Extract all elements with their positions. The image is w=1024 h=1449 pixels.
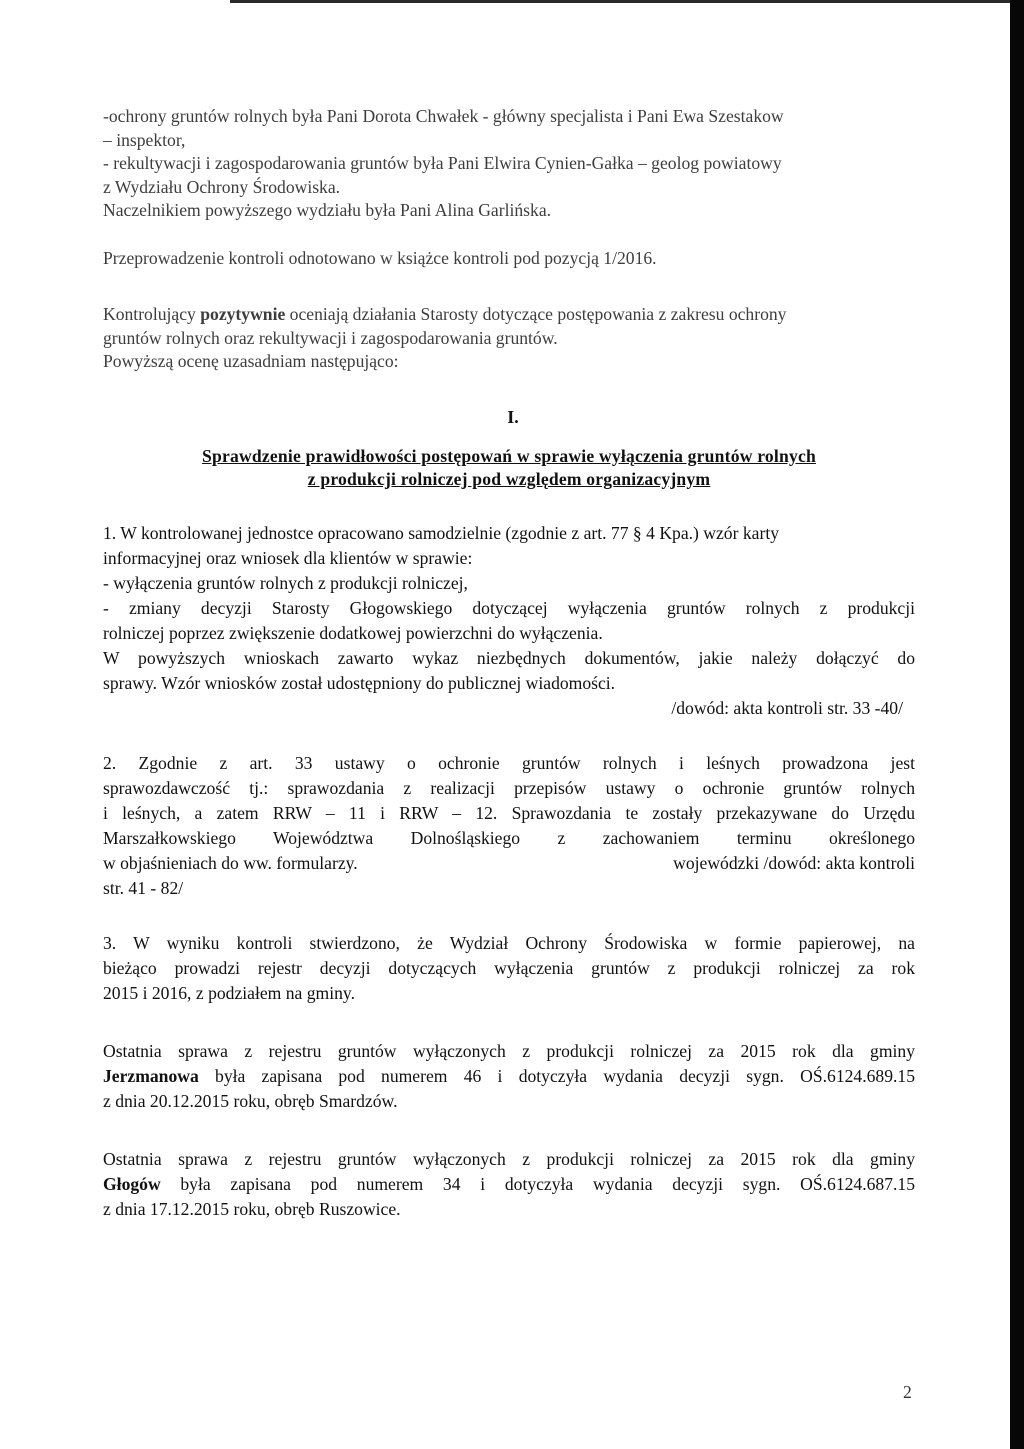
- item-3: [103, 931, 915, 1006]
- register-note: Przeprowadzenie kontroli odnotowano w książce kontroli pod pozycją 1/2016.: [103, 247, 657, 268]
- case-jerzmanowa: [103, 1039, 915, 1114]
- assessment-line: gruntów rolnych oraz rekultywacji i zagospodarowania gruntów.: [103, 327, 558, 348]
- split-right: wojewódzki /dowód: akta kontroli: [673, 852, 915, 873]
- document-page: [103, 105, 915, 1222]
- heading-line: z produkcji rolniczej pod względem organizacyjnym: [307, 468, 711, 489]
- case-line-rest: była zapisana pod numerem 34 i dotyczyła wydania decyzji sygn. OŚ.6124.687.15: [160, 1173, 915, 1194]
- assessment-line: Powyższą ocenę uzasadniam następująco:: [103, 351, 399, 371]
- intro-line: - rekultywacji i zagospodarowania gruntów była Pani Elwira Cynien-Gałka – geolog powiatowy: [103, 153, 782, 173]
- item-line: - zmiany decyzji Starosty Głogowskiego dotyczącej wyłączenia gruntów rolnych z produkcji: [103, 597, 915, 618]
- section-heading: [103, 445, 915, 491]
- gmina-name: Głogów: [103, 1173, 161, 1194]
- item-line: W powyższych wnioskach zawarto wykaz niezbędnych dokumentów, jakie należy dołączyć do: [103, 647, 915, 668]
- item-1: [103, 521, 915, 721]
- case-line-rest: była zapisana pod numerem 46 i dotyczyła wydania decyzji sygn. OŚ.6124.689.15: [198, 1065, 915, 1086]
- intro-block: [103, 105, 915, 223]
- case-line: Ostatnia sprawa z rejestru gruntów wyłączonych z produkcji rolniczej za 2015 rok dla gminy: [103, 1148, 915, 1169]
- case-line: z dnia 17.12.2015 roku, obręb Ruszowice.: [103, 1198, 401, 1219]
- case-line: [103, 1172, 915, 1197]
- item-line: - wyłączenia gruntów rolnych z produkcji rolniczej,: [103, 572, 468, 593]
- item-line: i leśnych, a zatem RRW – 11 i RRW – 12. Sprawozdania te zostały przekazywane do Urzędu: [103, 802, 915, 823]
- page-number: 2: [903, 1382, 912, 1402]
- item-line: 2015 i 2016, z podziałem na gminy.: [103, 982, 355, 1003]
- item-line: 3. W wyniku kontroli stwierdzono, że Wydział Ochrony Środowiska w formie papierowej, na: [103, 932, 915, 953]
- intro-line: Naczelnikiem powyższego wydziału była Pani Alina Garlińska.: [103, 200, 552, 220]
- item-line: 1. W kontrolowanej jednostce opracowano samodzielnie (zgodnie z art. 77 § 4 Kpa.) wzór karty: [103, 522, 780, 543]
- item-line: informacyjnej oraz wniosek dla klientów w sprawie:: [103, 547, 473, 568]
- case-line: Ostatnia sprawa z rejestru gruntów wyłączonych z produkcji rolniczej za 2015 rok dla gminy: [103, 1040, 915, 1061]
- case-line: [103, 1064, 915, 1089]
- case-line: z dnia 20.12.2015 roku, obręb Smardzów.: [103, 1090, 398, 1111]
- assessment-pre: Kontrolujący: [103, 304, 201, 324]
- item-line: Marszałkowskiego Województwa Dolnośląskiego z zachowaniem terminu określonego: [103, 827, 915, 848]
- case-glogow: [103, 1147, 915, 1222]
- heading-line: Sprawdzenie prawidłowości postępowań w sprawie wyłączenia gruntów rolnych: [202, 445, 816, 466]
- item-line: 2. Zgodnie z art. 33 ustawy o ochronie gruntów rolnych i leśnych prowadzona jest: [103, 752, 915, 773]
- item-line: rolniczej poprzez zwiększenie dodatkowej powierzchni do wyłączenia.: [103, 622, 603, 643]
- item-line: sprawy. Wzór wniosków został udostępniony do publicznej wiadomości.: [103, 672, 616, 693]
- assessment-bold: pozytywnie: [200, 304, 286, 324]
- item-line: bieżąco prowadzi rejestr decyzji dotyczących wyłączenia gruntów z produkcji rolniczej za rok: [103, 957, 915, 978]
- intro-line: -ochrony gruntów rolnych była Pani Dorota Chwałek - główny specjalista i Pani Ewa Szestakow: [103, 106, 784, 126]
- item-2: [103, 751, 915, 901]
- assessment-block: [103, 303, 915, 374]
- assessment-post: oceniają działania Starosty dotyczące postępowania z zakresu ochrony: [285, 304, 787, 324]
- assessment-line: [103, 303, 915, 327]
- scan-edge-right: [1010, 0, 1024, 1449]
- item-line-split: [103, 851, 915, 876]
- scan-edge-top: [230, 0, 1024, 3]
- section-number: I.: [507, 406, 519, 427]
- evidence-reference: /dowód: akta kontroli str. 33 -40/: [671, 697, 903, 718]
- gmina-name: Jerzmanowa: [103, 1065, 199, 1086]
- intro-line: – inspektor,: [103, 129, 186, 150]
- item-line: str. 41 - 82/: [103, 877, 184, 898]
- item-line: sprawozdawczość tj.: sprawozdania z realizacji przepisów ustawy o ochronie gruntów rolnych: [103, 777, 915, 798]
- intro-line: z Wydziału Ochrony Środowiska.: [103, 176, 341, 197]
- split-left: w objaśnieniach do ww. formularzy.: [103, 852, 358, 873]
